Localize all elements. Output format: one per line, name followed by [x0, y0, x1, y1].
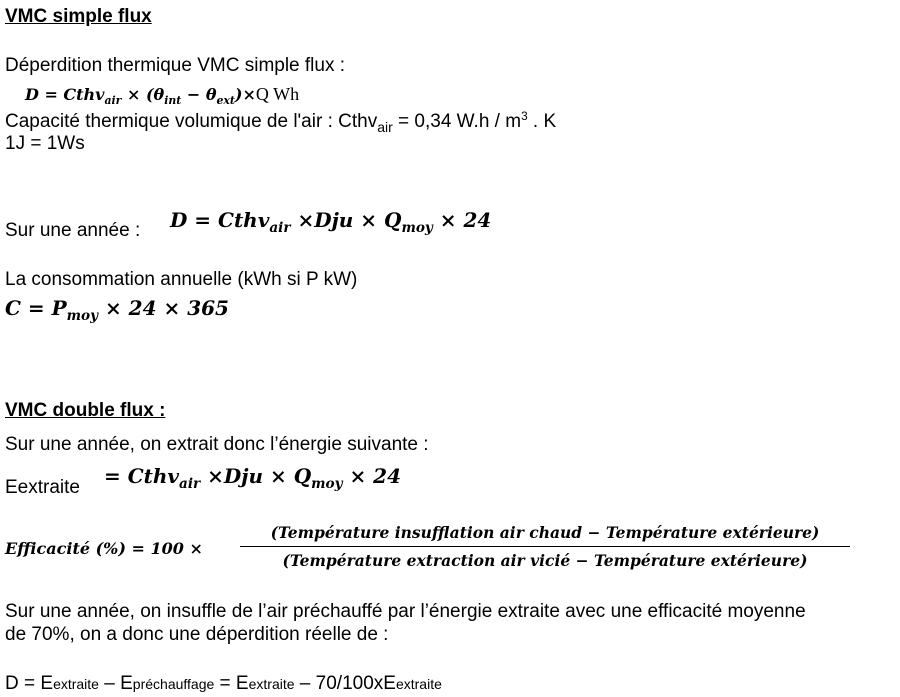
formula-annual-deperdition: D = Cthv$_{air}$ $\times Dju \times Q_{moy} \times 24$ [170, 208, 492, 236]
annual-label: Sur une année : [5, 220, 141, 241]
efficiency-denominator: (Température extraction air vicié − Température extérieure) [282, 551, 808, 570]
paragraph-line-2: de 70%, on a donc une déperdition réelle de : [5, 624, 389, 645]
eextraite-label: Eextraite [5, 477, 80, 498]
joule-line: 1J = 1Ws [5, 133, 85, 154]
efficiency-lhs: Efficacité (%) = 100 × [5, 539, 203, 558]
efficiency-fraction [240, 523, 850, 570]
heading-simple-flux: VMC simple flux [5, 6, 152, 27]
formula-extracted-energy: = Cthv$_{air}$ $\times Dju \times Q_{moy} \times 24$ [104, 464, 402, 492]
formula-consumption: $C = P_{moy} \times 24 \times 365$ [5, 296, 229, 324]
air-capacity-line: Capacité thermique volumique de l'air : Cthv$_{air}$ = 0,34 $W.h / m^3$ . K [5, 109, 557, 135]
formula-deperdition: D = Cthv$_{air}$ × $(\theta_{int} - \theta_{ext})\times Q$ Wh [25, 84, 300, 107]
paragraph-line-1: Sur une année, on insuffle de l’air préchauffé par l’énergie extraite avec une efficacité moyenne [5, 601, 806, 622]
intro-simple-flux: Déperdition thermique VMC simple flux : [5, 55, 346, 76]
extract-intro: Sur une année, on extrait donc l’énergie suivante : [5, 434, 429, 455]
final-equation: D = Eextraite – Epréchauffage = Eextraite – 70/100xEextraite [5, 673, 442, 694]
consumption-label: La consommation annuelle (kWh si P kW) [5, 269, 358, 290]
heading-double-flux: VMC double flux : [5, 400, 166, 421]
efficiency-numerator: (Température insufflation air chaud − Température extérieure) [240, 523, 850, 547]
